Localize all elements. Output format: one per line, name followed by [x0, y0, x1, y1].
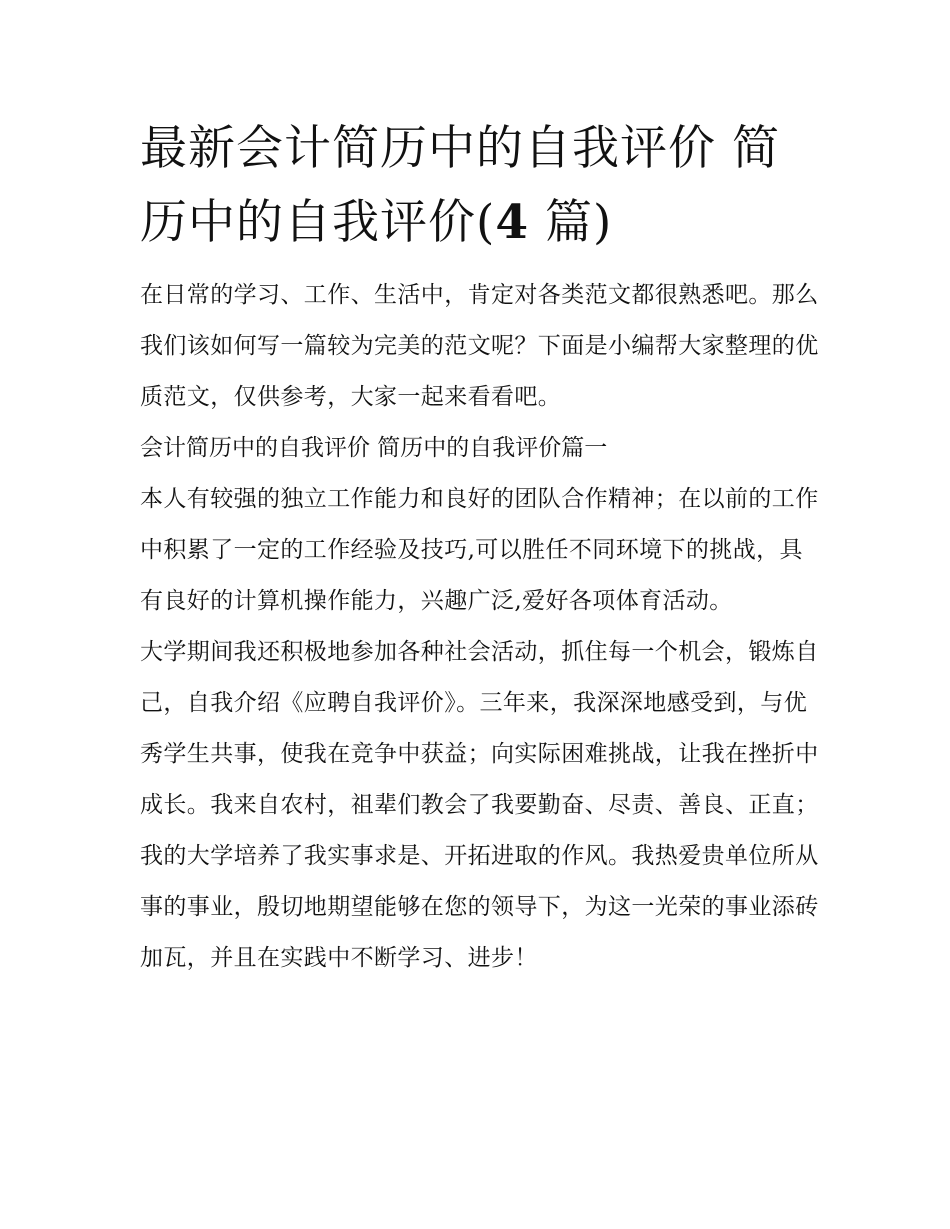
intro-paragraph: 在日常的学习、工作、生活中，肯定对各类范文都很熟悉吧。那么我们该如何写一篇较为完美的范文呢？下面是小编帮大家整理的优质范文，仅供参考，大家一起来看看吧。 — [140, 282, 819, 410]
title-text-part2: 篇) — [529, 195, 613, 250]
title-count: 4 — [495, 195, 530, 250]
body-paragraph-1: 本人有较强的独立工作能力和良好的团队合作精神；在以前的工作中积累了一定的工作经验及技巧,可以胜任不同环境下的挑战，具有良好的计算机操作能力，兴趣广泛,爱好各项体育活动。 — [140, 486, 819, 614]
body-paragraph-2: 大学期间我还积极地参加各种社会活动，抓住每一个机会，锻炼自己，自我介绍《应聘自我评价》。三年来，我深深地感受到，与优秀学生共事，使我在竞争中获益；向实际困难挑战，让我在挫折中成长。我来自农村，祖辈们教会了我要勤奋、尽责、善良、正直；我的大学培养了我实事求是、开拓进取的作风。我热爱贵单位所从事的事业，殷切地期望能够在您的领导下，为这一光荣的事业添砖加瓦，并且在实践中不断学习、进步！ — [140, 639, 819, 971]
document-title — [140, 112, 820, 260]
title-text-part1: 最新会计简历中的自我评价 简历中的自我评价( — [140, 121, 780, 250]
section-heading: 会计简历中的自我评价 简历中的自我评价篇一 — [140, 435, 608, 461]
document-page — [140, 112, 820, 984]
